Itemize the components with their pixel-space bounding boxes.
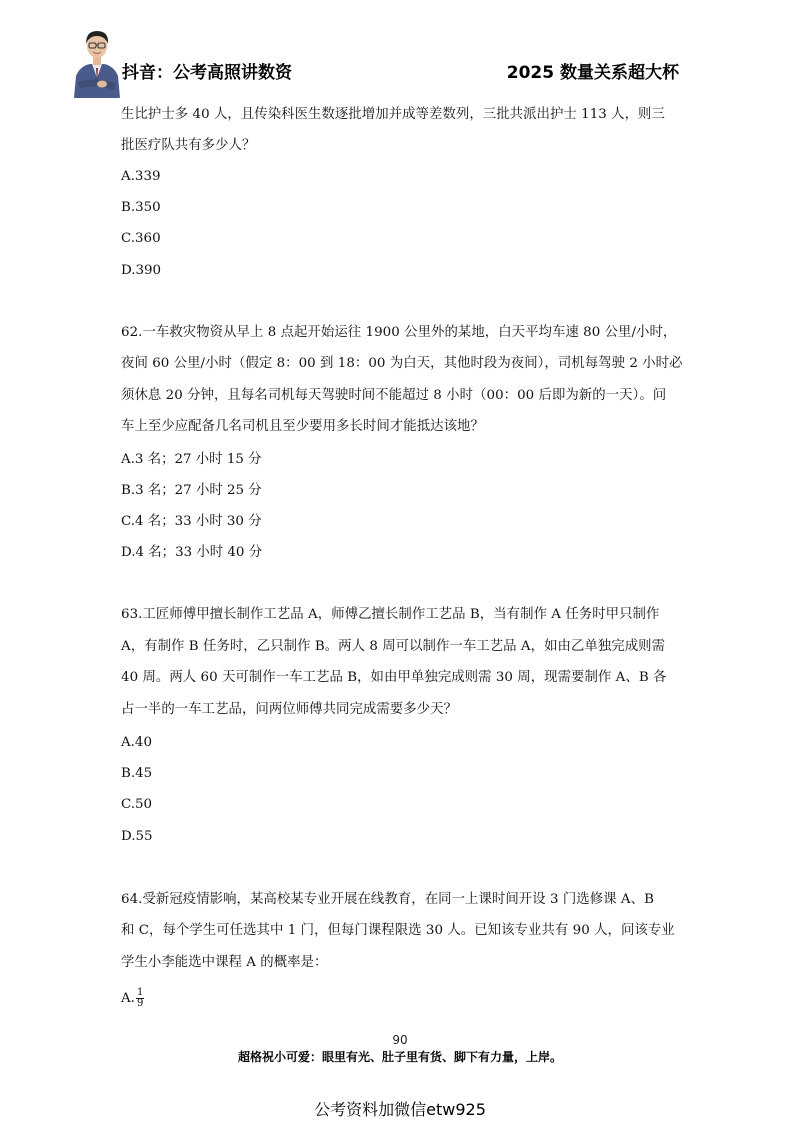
watermark-text: 公考资料加微信etw925 [314,1100,486,1119]
answer-option: B.3 名；27 小时 25 分 [121,483,262,498]
answer-option: C.4 名；33 小时 30 分 [121,514,262,529]
question-text-line: 和 C，每个学生可任选其中 1 门，但每门课程限选 30 人。已知该专业共有 90 人，问该专业 [121,923,675,938]
question-text-line: 62.一车救灾物资从早上 8 点起开始运往 1900 公里外的某地，白天平均车速 80 公里/小时， [121,325,677,340]
answer-option: D.4 名；33 小时 40 分 [121,545,263,560]
answer-option-a [121,988,144,1009]
question-text-line: 64.受新冠疫情影响，某高校某专业开展在线教育，在同一上课时间开设 3 门选修课 A、B [121,892,654,907]
option-letter: A. [121,991,135,1006]
author-avatar [72,26,122,98]
question-text-line: 学生小李能选中课程 A 的概率是： [121,955,328,970]
answer-option: B.45 [121,766,153,781]
answer-option: C.50 [121,797,153,812]
question-text-line: 须休息 20 分钟，且每名司机每天驾驶时间不能超过 8 小时（00：00 后即为新的一天）。问 [121,388,667,403]
answer-option: A.3 名；27 小时 15 分 [121,452,262,467]
fraction-numerator: 1 [136,987,144,998]
answer-option: D.390 [121,263,162,278]
fraction [136,988,144,1009]
answer-option: D.55 [121,829,153,844]
answer-option: C.360 [121,231,161,246]
question-text-line: 夜间 60 公里/小时（假定 8：00 到 18：00 为白天，其他时段为夜间），司机每驾驶 2 小时必 [121,356,683,371]
fraction-denominator: 9 [136,998,144,1009]
question-text-line: 占一半的一车工艺品，问两位师傅共同完成需要多少天？ [121,702,458,717]
answer-option: B.350 [121,200,161,215]
footer-slogan: 超格祝小可爱：眼里有光、肚子里有货、脚下有力量，上岸。 [237,1050,562,1064]
page-number: 90 [392,1033,408,1047]
answer-option: A.40 [121,735,152,750]
header-right-title: 2025 数量关系超大杯 [506,63,679,83]
question-text-line: 车上至少应配备几名司机且至少要用多长时间才能抵达该地？ [121,419,484,434]
question-text-line: 40 周。两人 60 天可制作一车工艺品 B，如由甲单独完成则需 30 周，现需要制作 A、B 各 [121,670,667,685]
question-text-line: 63.工匠师傅甲擅长制作工艺品 A，师傅乙擅长制作工艺品 B，当有制作 A 任务时甲只制作 [121,607,660,622]
answer-option: A.339 [121,169,161,184]
question-text-line: 批医疗队共有多少人？ [121,138,256,153]
question-text-line: 生比护士多 40 人，且传染科医生数逐批增加并成等差数列，三批共派出护士 113 人，则三 [121,107,665,122]
question-text-line: A，有制作 B 任务时，乙只制作 B。两人 8 周可以制作一车工艺品 A，如由乙单独完成则需 [121,639,666,654]
header-left-title: 抖音：公考高照讲数资 [122,63,292,83]
author-photo-icon [72,26,122,98]
